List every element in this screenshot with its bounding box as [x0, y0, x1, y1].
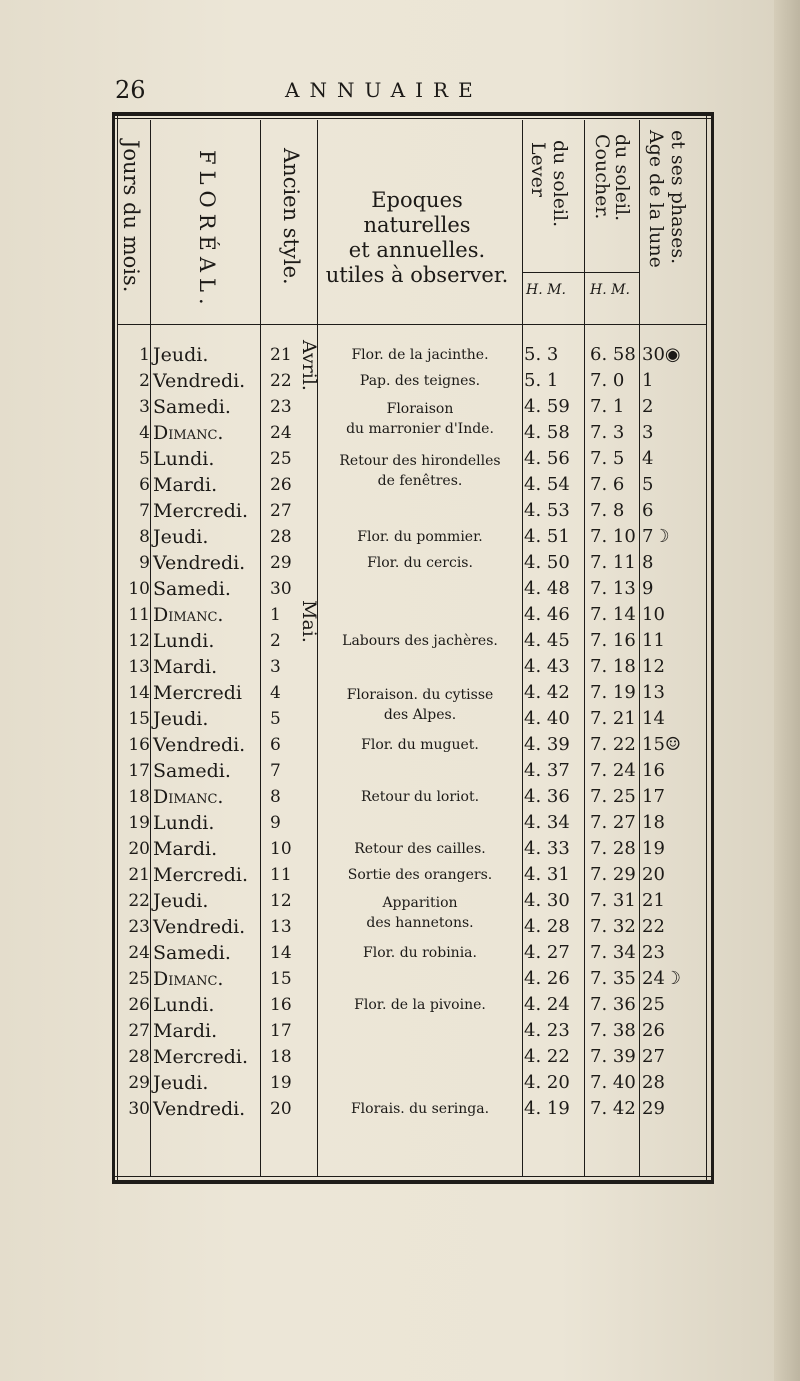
day-name: Vendredi.: [153, 370, 246, 392]
sunset-time: 7. 11: [590, 552, 636, 573]
sunrise-time: 4. 24: [524, 994, 570, 1015]
natural-event-note: [319, 451, 521, 491]
old-style-date: 16: [270, 995, 292, 1015]
natural-event-note: [319, 371, 521, 391]
table-row: [112, 810, 714, 836]
moon-age: 21: [642, 890, 665, 911]
sunrise-time: 4. 51: [524, 526, 570, 547]
day-number: 5: [139, 449, 150, 469]
day-name: Samedi.: [153, 396, 231, 418]
moon-age: 13: [642, 682, 665, 703]
sunrise-time: 5. 3: [524, 344, 559, 365]
table-row: [112, 966, 714, 992]
moon-age: 24☽: [642, 968, 682, 989]
moon-age: 11: [642, 630, 665, 651]
event-line: de fenêtres.: [377, 473, 463, 489]
day-name: Mardi.: [153, 838, 218, 860]
header-epoques-line: Epoques naturelles: [363, 188, 471, 237]
header-lune-sub: [668, 130, 687, 264]
old-style-date: 22: [270, 371, 292, 391]
day-name: Dimanc.: [153, 422, 224, 444]
natural-event-note: [319, 943, 521, 963]
natural-event-note: [319, 1099, 521, 1119]
sunrise-time: 4. 26: [524, 968, 570, 989]
month-label-mai: Mai.: [298, 600, 320, 643]
old-style-date: 1: [270, 605, 281, 625]
event-line: Floraison. du cytisse: [346, 687, 494, 703]
header-coucher-sub: [612, 134, 631, 221]
event-line: Flor. de la jacinthe.: [351, 347, 489, 363]
sunset-time: 7. 42: [590, 1098, 636, 1119]
old-style-date: 25: [270, 449, 292, 469]
sunset-time: 7. 28: [590, 838, 636, 859]
top-rule-thin: [112, 118, 714, 119]
day-number: 6: [139, 475, 150, 495]
sunrise-time: 4. 50: [524, 552, 570, 573]
day-name: Mercredi.: [153, 1046, 249, 1068]
hm-rule: [522, 272, 639, 273]
sunrise-time: 4. 42: [524, 682, 570, 703]
old-style-date: 15: [270, 969, 292, 989]
day-number: 10: [128, 579, 150, 599]
moon-age: 29: [642, 1098, 665, 1119]
sunset-time: 7. 38: [590, 1020, 636, 1041]
moon-age: 28: [642, 1072, 665, 1093]
moon-age: 3: [642, 422, 654, 443]
day-number: 26: [128, 995, 150, 1015]
event-line: Flor. du pommier.: [357, 529, 483, 545]
sunset-time: 7. 27: [590, 812, 636, 833]
sunset-time: 7. 13: [590, 578, 636, 599]
header-hm-lever: H. M.: [526, 282, 566, 298]
moon-age: 23: [642, 942, 665, 963]
day-number: 24: [128, 943, 150, 963]
sunset-time: 7. 32: [590, 916, 636, 937]
event-line: Labours des jachères.: [342, 633, 498, 649]
sunrise-time: 4. 34: [524, 812, 570, 833]
sunset-time: 7. 8: [590, 500, 625, 521]
header-coucher-line: Coucher.: [591, 134, 613, 220]
sunrise-time: 4. 54: [524, 474, 570, 495]
event-line: Flor. de la pivoine.: [354, 997, 486, 1013]
day-number: 2: [139, 371, 150, 391]
day-name: Mardi.: [153, 1020, 218, 1042]
moon-age: 16: [642, 760, 665, 781]
day-number: 15: [128, 709, 150, 729]
sunset-time: 7. 39: [590, 1046, 636, 1067]
header-lever-sub: [550, 140, 569, 227]
natural-event-note: [319, 631, 521, 651]
sunrise-time: 4. 22: [524, 1046, 570, 1067]
table-row: [112, 498, 714, 524]
day-number: 3: [139, 397, 150, 417]
natural-event-note: [319, 527, 521, 547]
page-gutter: [774, 0, 800, 1381]
moon-age: 25: [642, 994, 665, 1015]
moon-age: 20: [642, 864, 665, 885]
old-style-date: 8: [270, 787, 281, 807]
old-style-date: 27: [270, 501, 292, 521]
day-name: Jeudi.: [153, 708, 209, 730]
sunrise-time: 4. 48: [524, 578, 570, 599]
day-name: Samedi.: [153, 760, 231, 782]
sunset-time: 7. 16: [590, 630, 636, 651]
event-line: Florais. du seringa.: [350, 1101, 490, 1117]
sunset-time: 7. 0: [590, 370, 625, 391]
sunset-time: 7. 40: [590, 1072, 636, 1093]
page-number: 26: [115, 76, 146, 104]
header-rule: [118, 324, 706, 325]
day-number: 22: [128, 891, 150, 911]
sunset-time: 7. 24: [590, 760, 636, 781]
header-jours: Jours du mois.: [119, 140, 143, 293]
old-style-date: 4: [270, 683, 281, 703]
event-line: Retour du loriot.: [360, 789, 480, 805]
sunrise-time: 4. 36: [524, 786, 570, 807]
natural-event-note: [319, 839, 521, 859]
header-epoques: [317, 188, 517, 288]
sunrise-time: 5. 1: [524, 370, 559, 391]
table-row: [112, 1070, 714, 1096]
day-number: 30: [128, 1099, 150, 1119]
old-style-date: 5: [270, 709, 281, 729]
event-line: des Alpes.: [383, 707, 457, 723]
old-style-date: 23: [270, 397, 292, 417]
moon-age: 2: [642, 396, 654, 417]
day-number: 29: [128, 1073, 150, 1093]
moon-age: 4: [642, 448, 654, 469]
day-name: Jeudi.: [153, 1072, 209, 1094]
event-line: Apparition: [382, 895, 458, 911]
day-number: 11: [128, 605, 150, 625]
sunset-time: 7. 35: [590, 968, 636, 989]
day-name: Lundi.: [153, 448, 215, 470]
old-style-date: 6: [270, 735, 281, 755]
natural-event-note: [319, 553, 521, 573]
event-line: Retour des hirondelles: [339, 453, 501, 469]
sunset-time: 7. 31: [590, 890, 636, 911]
old-style-date: 13: [270, 917, 292, 937]
moon-age: 9: [642, 578, 654, 599]
moon-age: 14: [642, 708, 665, 729]
table-row: [112, 602, 714, 628]
header-lune: [646, 130, 665, 268]
sunset-time: 7. 14: [590, 604, 636, 625]
bottom-rule: [112, 1180, 714, 1184]
sunset-time: 7. 19: [590, 682, 636, 703]
old-style-date: 2: [270, 631, 281, 651]
day-number: 20: [128, 839, 150, 859]
day-name: Vendredi.: [153, 552, 246, 574]
day-name: Mercredi.: [153, 500, 249, 522]
moon-age: 1: [642, 370, 654, 391]
sunrise-time: 4. 19: [524, 1098, 570, 1119]
sunrise-time: 4. 39: [524, 734, 570, 755]
day-name: Vendredi.: [153, 734, 246, 756]
moon-age: 18: [642, 812, 665, 833]
sunset-time: 7. 25: [590, 786, 636, 807]
header-lune-line: Age de la lune: [645, 130, 667, 268]
moon-age: 27: [642, 1046, 665, 1067]
natural-event-note: [319, 787, 521, 807]
old-style-date: 9: [270, 813, 281, 833]
sunrise-time: 4. 27: [524, 942, 570, 963]
day-name: Samedi.: [153, 578, 231, 600]
day-name: Mercredi.: [153, 864, 249, 886]
event-line: Flor. du cercis.: [367, 555, 473, 571]
sunset-time: 7. 18: [590, 656, 636, 677]
moon-age: 10: [642, 604, 665, 625]
sunset-time: 6. 58: [590, 344, 636, 365]
sunrise-time: 4. 20: [524, 1072, 570, 1093]
day-number: 18: [128, 787, 150, 807]
header-lever: [528, 142, 547, 197]
header-coucher: [592, 134, 611, 219]
sunrise-time: 4. 37: [524, 760, 570, 781]
old-style-date: 3: [270, 657, 281, 677]
old-style-date: 19: [270, 1073, 292, 1093]
day-name: Dimanc.: [153, 968, 224, 990]
moon-age: 5: [642, 474, 654, 495]
sunrise-time: 4. 56: [524, 448, 570, 469]
natural-event-note: [319, 893, 521, 933]
sunset-time: 7. 22: [590, 734, 636, 755]
old-style-date: 24: [270, 423, 292, 443]
moon-age: 19: [642, 838, 665, 859]
day-number: 9: [139, 553, 150, 573]
old-style-date: 11: [270, 865, 292, 885]
sunset-time: 7. 36: [590, 994, 636, 1015]
event-line: Retour des cailles.: [354, 841, 486, 857]
day-name: Vendredi.: [153, 916, 246, 938]
old-style-date: 30: [270, 579, 292, 599]
old-style-date: 18: [270, 1047, 292, 1067]
sunset-time: 7. 10: [590, 526, 636, 547]
moon-age: 17: [642, 786, 665, 807]
moon-age: 12: [642, 656, 665, 677]
day-name: Mercredi: [153, 682, 242, 704]
natural-event-note: [319, 399, 521, 439]
sunrise-time: 4. 31: [524, 864, 570, 885]
event-line: Floraison: [386, 401, 454, 417]
sunset-time: 7. 1: [590, 396, 625, 417]
day-number: 8: [139, 527, 150, 547]
day-number: 19: [128, 813, 150, 833]
day-number: 17: [128, 761, 150, 781]
old-style-date: 10: [270, 839, 292, 859]
sunrise-time: 4. 43: [524, 656, 570, 677]
sunrise-time: 4. 53: [524, 500, 570, 521]
event-line: du marronier d'Inde.: [346, 421, 494, 437]
header-lever-line: du soleil.: [549, 140, 571, 228]
month-label-avril: Avril.: [298, 340, 320, 391]
event-line: Pap. des teignes.: [359, 373, 481, 389]
day-name: Samedi.: [153, 942, 231, 964]
calendar-table: [112, 112, 714, 1184]
day-name: Jeudi.: [153, 890, 209, 912]
day-name: Jeudi.: [153, 344, 209, 366]
table-row: [112, 654, 714, 680]
table-row: [112, 1018, 714, 1044]
header-epoques-line: et annuelles.: [348, 238, 486, 262]
sunrise-time: 4. 30: [524, 890, 570, 911]
day-name: Lundi.: [153, 812, 215, 834]
bottom-rule-thin: [112, 1176, 714, 1177]
day-number: 23: [128, 917, 150, 937]
sunset-time: 7. 6: [590, 474, 625, 495]
day-number: 21: [128, 865, 150, 885]
day-name: Vendredi.: [153, 1098, 246, 1120]
moon-age: 26: [642, 1020, 665, 1041]
sunset-time: 7. 34: [590, 942, 636, 963]
natural-event-note: [319, 865, 521, 885]
moon-age: 7☽: [642, 526, 670, 547]
old-style-date: 7: [270, 761, 281, 781]
sunrise-time: 4. 33: [524, 838, 570, 859]
day-name: Mardi.: [153, 474, 218, 496]
event-line: des hannetons.: [366, 915, 474, 931]
day-name: Mardi.: [153, 656, 218, 678]
sunrise-time: 4. 40: [524, 708, 570, 729]
header-coucher-line: du soleil.: [611, 134, 633, 222]
top-rule: [112, 112, 714, 116]
day-name: Dimanc.: [153, 604, 224, 626]
day-number: 14: [128, 683, 150, 703]
header-epoques-line: utiles à observer.: [325, 263, 509, 287]
table-row: [112, 1044, 714, 1070]
sunset-time: 7. 29: [590, 864, 636, 885]
day-name: Dimanc.: [153, 786, 224, 808]
header-hm-coucher: H. M.: [590, 282, 630, 298]
day-number: 27: [128, 1021, 150, 1041]
day-number: 13: [128, 657, 150, 677]
old-style-date: 21: [270, 345, 292, 365]
day-name: Lundi.: [153, 994, 215, 1016]
natural-event-note: [319, 345, 521, 365]
day-number: 1: [139, 345, 150, 365]
old-style-date: 28: [270, 527, 292, 547]
day-number: 16: [128, 735, 150, 755]
sunrise-time: 4. 23: [524, 1020, 570, 1041]
moon-age: 8: [642, 552, 654, 573]
day-number: 25: [128, 969, 150, 989]
sunrise-time: 4. 46: [524, 604, 570, 625]
old-style-date: 20: [270, 1099, 292, 1119]
book-title: ANNUAIRE: [285, 78, 483, 102]
sunrise-time: 4. 59: [524, 396, 570, 417]
table-row: [112, 576, 714, 602]
day-number: 7: [139, 501, 150, 521]
moon-age: 15☺: [642, 734, 682, 755]
old-style-date: 14: [270, 943, 292, 963]
natural-event-note: [319, 995, 521, 1015]
event-line: Flor. du robinia.: [363, 945, 477, 961]
day-number: 4: [139, 423, 150, 443]
sunset-time: 7. 5: [590, 448, 625, 469]
header-floreal: FLORÉAL.: [195, 150, 219, 311]
sunset-time: 7. 3: [590, 422, 625, 443]
day-number: 28: [128, 1047, 150, 1067]
natural-event-note: [319, 685, 521, 725]
moon-age: 30◉: [642, 344, 681, 365]
sunrise-time: 4. 58: [524, 422, 570, 443]
event-line: Flor. du muguet.: [361, 737, 479, 753]
day-name: Lundi.: [153, 630, 215, 652]
old-style-date: 29: [270, 553, 292, 573]
table-row: [112, 758, 714, 784]
header-lever-line: Lever: [527, 142, 549, 197]
old-style-date: 12: [270, 891, 292, 911]
natural-event-note: [319, 735, 521, 755]
header-ancien-style: Ancien style.: [279, 148, 303, 285]
moon-age: 6: [642, 500, 654, 521]
day-number: 12: [128, 631, 150, 651]
header-lune-line: et ses phases.: [667, 130, 689, 265]
sunrise-time: 4. 28: [524, 916, 570, 937]
sunrise-time: 4. 45: [524, 630, 570, 651]
running-head: [115, 76, 715, 106]
event-line: Sortie des orangers.: [347, 867, 493, 883]
old-style-date: 26: [270, 475, 292, 495]
day-name: Jeudi.: [153, 526, 209, 548]
old-style-date: 17: [270, 1021, 292, 1041]
sunset-time: 7. 21: [590, 708, 636, 729]
moon-age: 22: [642, 916, 665, 937]
